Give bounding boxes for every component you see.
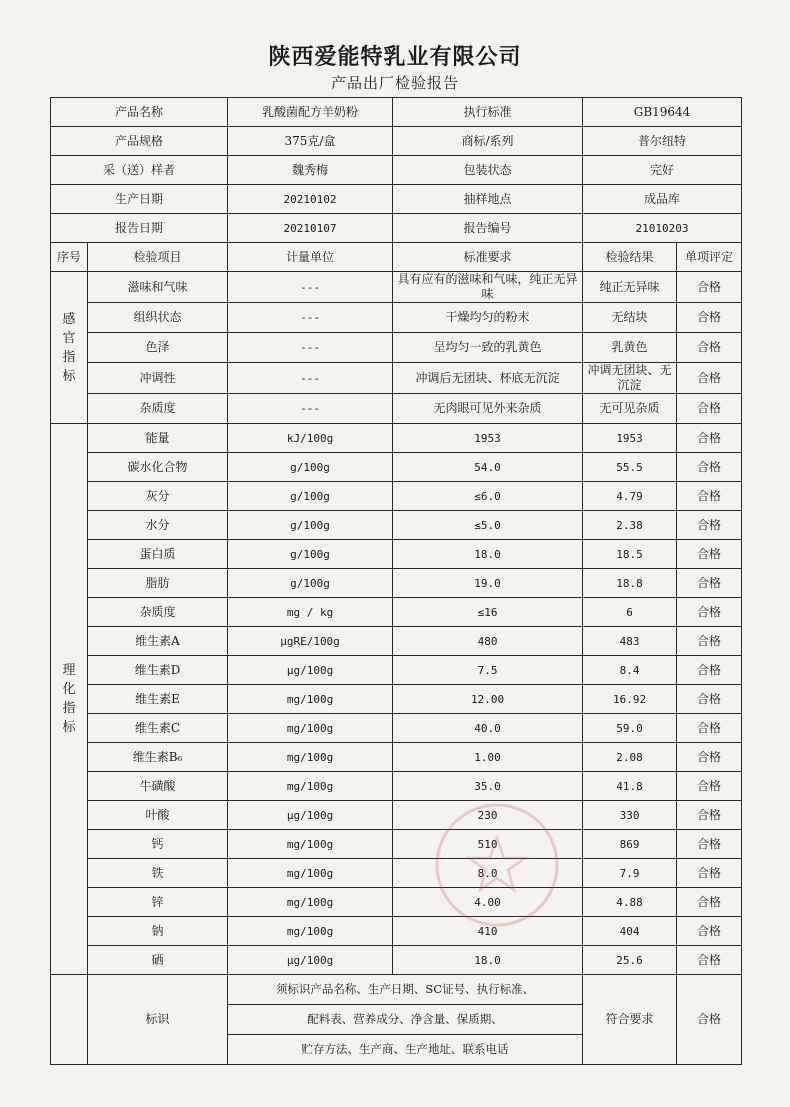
table-row <box>51 656 742 685</box>
standard-cell: 510 <box>393 830 583 859</box>
item-cell: 杂质度 <box>88 598 228 627</box>
info-value: 普尔纽特 <box>583 127 742 156</box>
judge-cell: 合格 <box>677 598 742 627</box>
item-cell: 滋味和气味 <box>88 272 228 303</box>
judge-cell: 合格 <box>677 859 742 888</box>
standard-cell: 7.5 <box>393 656 583 685</box>
info-row <box>51 214 742 243</box>
unit-cell: mg/100g <box>228 917 393 946</box>
table-row <box>51 917 742 946</box>
result-cell: 2.38 <box>583 511 677 540</box>
result-cell: 纯正无异味 <box>583 272 677 303</box>
judge-cell: 合格 <box>677 743 742 772</box>
physchem-group-label <box>51 424 88 975</box>
unit-cell: --- <box>228 333 393 363</box>
result-cell: 18.5 <box>583 540 677 569</box>
judge-cell: 合格 <box>677 333 742 363</box>
unit-cell: --- <box>228 272 393 303</box>
table-row <box>51 363 742 394</box>
table-row <box>51 801 742 830</box>
result-cell: 符合要求 <box>583 975 677 1065</box>
info-label: 商标/系列 <box>393 127 583 156</box>
unit-cell: μg/100g <box>228 801 393 830</box>
unit-cell: mg/100g <box>228 743 393 772</box>
standard-cell: ≤5.0 <box>393 511 583 540</box>
item-cell: 组织状态 <box>88 303 228 333</box>
item-cell: 维生素C <box>88 714 228 743</box>
result-cell: 41.8 <box>583 772 677 801</box>
item-cell: 杂质度 <box>88 394 228 424</box>
col-header-unit: 计量单位 <box>228 243 393 272</box>
unit-cell: kJ/100g <box>228 424 393 453</box>
table-row <box>51 859 742 888</box>
table-row <box>51 424 742 453</box>
standard-cell: 18.0 <box>393 946 583 975</box>
result-cell: 59.0 <box>583 714 677 743</box>
unit-cell: g/100g <box>228 453 393 482</box>
judge-cell: 合格 <box>677 569 742 598</box>
unit-cell: mg/100g <box>228 859 393 888</box>
table-row <box>51 598 742 627</box>
standard-cell: 35.0 <box>393 772 583 801</box>
table-row <box>51 511 742 540</box>
result-cell: 16.92 <box>583 685 677 714</box>
result-cell: 18.8 <box>583 569 677 598</box>
info-label: 采（送）样者 <box>51 156 228 185</box>
report-title: 产品出厂检验报告 <box>330 74 459 92</box>
standard-cell: 1.00 <box>393 743 583 772</box>
seq-cell <box>51 975 88 1065</box>
standard-cell: 410 <box>393 917 583 946</box>
company-name: 陕西爱能特乳业有限公司 <box>268 45 522 70</box>
unit-cell: μg/100g <box>228 656 393 685</box>
item-cell: 能量 <box>88 424 228 453</box>
standard-cell: 呈均匀一致的乳黄色 <box>393 333 583 363</box>
info-label: 生产日期 <box>51 185 228 214</box>
standard-cell: 12.00 <box>393 685 583 714</box>
standard-cell: 18.0 <box>393 540 583 569</box>
result-cell: 7.9 <box>583 859 677 888</box>
label-requirement-line: 须标识产品名称、生产日期、SC证号、执行标准、 <box>228 975 582 1005</box>
item-cell: 硒 <box>88 946 228 975</box>
info-label: 报告日期 <box>51 214 228 243</box>
judge-cell: 合格 <box>677 394 742 424</box>
table-row <box>51 482 742 511</box>
info-value: 乳酸菌配方羊奶粉 <box>228 98 393 127</box>
item-cell: 钠 <box>88 917 228 946</box>
result-cell: 乳黄色 <box>583 333 677 363</box>
info-row <box>51 127 742 156</box>
item-cell: 标识 <box>88 975 228 1065</box>
standard-cell: 无肉眼可见外来杂质 <box>393 394 583 424</box>
judge-cell: 合格 <box>677 772 742 801</box>
result-cell: 2.08 <box>583 743 677 772</box>
col-header-standard: 标准要求 <box>393 243 583 272</box>
result-cell: 55.5 <box>583 453 677 482</box>
table-row <box>51 946 742 975</box>
col-header-result: 检验结果 <box>583 243 677 272</box>
group-char: 理 <box>62 663 76 678</box>
judge-cell: 合格 <box>677 482 742 511</box>
judge-cell: 合格 <box>677 303 742 333</box>
unit-cell: mg/100g <box>228 772 393 801</box>
item-cell: 锌 <box>88 888 228 917</box>
judge-cell: 合格 <box>677 540 742 569</box>
info-value: GB19644 <box>583 98 742 127</box>
judge-cell: 合格 <box>677 511 742 540</box>
sensory-group-label <box>51 272 88 424</box>
unit-cell: g/100g <box>228 482 393 511</box>
table-row <box>51 743 742 772</box>
unit-cell: g/100g <box>228 511 393 540</box>
judge-cell: 合格 <box>677 830 742 859</box>
unit-cell: mg/100g <box>228 714 393 743</box>
judge-cell: 合格 <box>677 917 742 946</box>
unit-cell: μg/100g <box>228 946 393 975</box>
result-cell: 冲调无团块、无沉淀 <box>583 363 677 394</box>
item-cell: 水分 <box>88 511 228 540</box>
table-row <box>51 714 742 743</box>
col-header-seq: 序号 <box>51 243 88 272</box>
item-cell: 牛磺酸 <box>88 772 228 801</box>
group-char: 指 <box>62 701 76 716</box>
col-header-judge: 单项评定 <box>677 243 742 272</box>
unit-cell: mg / kg <box>228 598 393 627</box>
info-label: 产品规格 <box>51 127 228 156</box>
unit-cell: μgRE/100g <box>228 627 393 656</box>
item-cell: 铁 <box>88 859 228 888</box>
judge-cell: 合格 <box>677 627 742 656</box>
result-cell: 869 <box>583 830 677 859</box>
judge-cell: 合格 <box>677 801 742 830</box>
info-value: 375克/盒 <box>228 127 393 156</box>
result-cell: 1953 <box>583 424 677 453</box>
info-label: 产品名称 <box>51 98 228 127</box>
group-char: 化 <box>62 682 76 697</box>
standard-cell: 19.0 <box>393 569 583 598</box>
info-label: 包装状态 <box>393 156 583 185</box>
result-cell: 4.79 <box>583 482 677 511</box>
judge-cell: 合格 <box>677 888 742 917</box>
judge-cell: 合格 <box>677 656 742 685</box>
item-cell: 色泽 <box>88 333 228 363</box>
info-label: 执行标准 <box>393 98 583 127</box>
info-value: 魏秀梅 <box>228 156 393 185</box>
group-char: 指 <box>62 349 76 365</box>
judge-cell: 合格 <box>677 424 742 453</box>
standard-cell: ≤16 <box>393 598 583 627</box>
standard-cell: 8.0 <box>393 859 583 888</box>
info-value: 完好 <box>583 156 742 185</box>
table-row <box>51 333 742 363</box>
result-cell: 无结块 <box>583 303 677 333</box>
group-char: 官 <box>62 330 76 346</box>
result-cell: 483 <box>583 627 677 656</box>
table-row <box>51 627 742 656</box>
info-value: 20210102 <box>228 185 393 214</box>
unit-cell: mg/100g <box>228 888 393 917</box>
standard-cell: 54.0 <box>393 453 583 482</box>
table-row <box>51 394 742 424</box>
item-cell: 维生素E <box>88 685 228 714</box>
unit-cell: g/100g <box>228 540 393 569</box>
label-standard-cell <box>228 975 583 1065</box>
result-cell: 无可见杂质 <box>583 394 677 424</box>
item-cell: 碳水化合物 <box>88 453 228 482</box>
item-cell: 叶酸 <box>88 801 228 830</box>
judge-cell: 合格 <box>677 685 742 714</box>
group-char: 感 <box>62 311 76 327</box>
info-value: 成品库 <box>583 185 742 214</box>
standard-cell: 具有应有的滋味和气味，纯正无异味 <box>393 272 583 303</box>
result-cell: 25.6 <box>583 946 677 975</box>
info-value: 21010203 <box>583 214 742 243</box>
result-cell: 404 <box>583 917 677 946</box>
info-label: 抽样地点 <box>393 185 583 214</box>
unit-cell: --- <box>228 303 393 333</box>
item-cell: 维生素A <box>88 627 228 656</box>
group-char: 标 <box>62 720 76 735</box>
item-cell: 脂肪 <box>88 569 228 598</box>
standard-cell: 1953 <box>393 424 583 453</box>
result-cell: 330 <box>583 801 677 830</box>
result-cell: 4.88 <box>583 888 677 917</box>
unit-cell: --- <box>228 363 393 394</box>
column-header-row <box>51 243 742 272</box>
table-row <box>51 830 742 859</box>
standard-cell: 干燥均匀的粉末 <box>393 303 583 333</box>
item-cell: 冲调性 <box>88 363 228 394</box>
table-row <box>51 685 742 714</box>
judge-cell: 合格 <box>677 363 742 394</box>
judge-cell: 合格 <box>677 946 742 975</box>
judge-cell: 合格 <box>677 714 742 743</box>
table-row <box>51 772 742 801</box>
group-char: 标 <box>62 368 76 384</box>
result-cell: 8.4 <box>583 656 677 685</box>
label-requirement-line: 贮存方法、生产商、生产地址、联系电话 <box>301 1042 509 1056</box>
judge-cell: 合格 <box>677 453 742 482</box>
label-row <box>51 975 742 1065</box>
unit-cell: mg/100g <box>228 830 393 859</box>
info-row <box>51 98 742 127</box>
unit-cell: --- <box>228 394 393 424</box>
table-row <box>51 272 742 303</box>
standard-cell: 4.00 <box>393 888 583 917</box>
info-row <box>51 156 742 185</box>
item-cell: 维生素D <box>88 656 228 685</box>
standard-cell: 40.0 <box>393 714 583 743</box>
table-row <box>51 888 742 917</box>
unit-cell: mg/100g <box>228 685 393 714</box>
table-row <box>51 453 742 482</box>
item-cell: 维生素B₆ <box>88 743 228 772</box>
label-requirement-line: 配料表、营养成分、净含量、保质期、 <box>228 1005 582 1035</box>
judge-cell: 合格 <box>677 975 742 1065</box>
result-cell: 6 <box>583 598 677 627</box>
col-header-item: 检验项目 <box>88 243 228 272</box>
info-value: 20210107 <box>228 214 393 243</box>
standard-cell: 480 <box>393 627 583 656</box>
standard-cell: ≤6.0 <box>393 482 583 511</box>
item-cell: 蛋白质 <box>88 540 228 569</box>
info-label: 报告编号 <box>393 214 583 243</box>
standard-cell: 冲调后无团块、杯底无沉淀 <box>393 363 583 394</box>
inspection-table <box>50 97 742 1065</box>
judge-cell: 合格 <box>677 272 742 303</box>
info-row <box>51 185 742 214</box>
item-cell: 钙 <box>88 830 228 859</box>
table-row <box>51 540 742 569</box>
unit-cell: g/100g <box>228 569 393 598</box>
table-row <box>51 303 742 333</box>
item-cell: 灰分 <box>88 482 228 511</box>
table-row <box>51 569 742 598</box>
standard-cell: 230 <box>393 801 583 830</box>
